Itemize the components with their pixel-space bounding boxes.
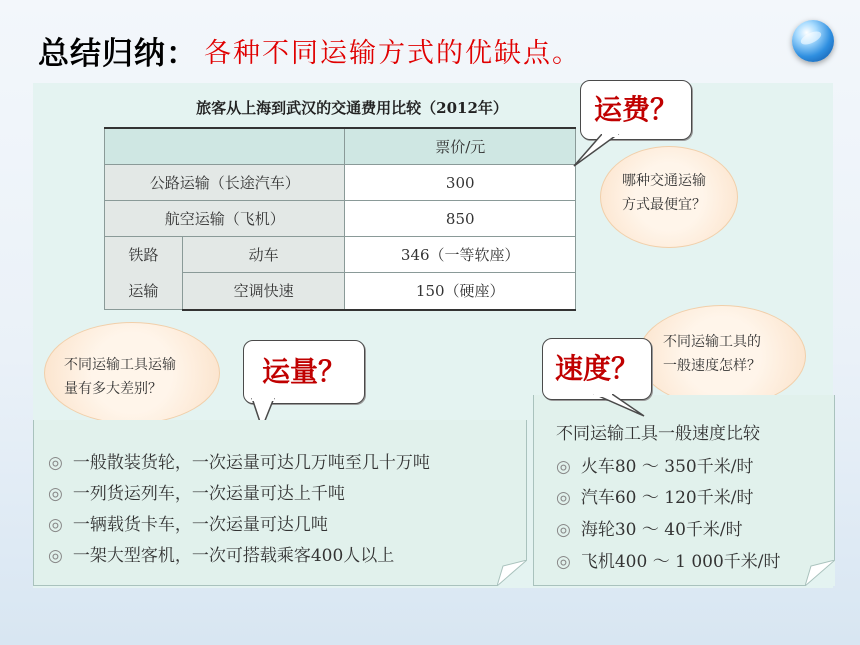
speed-item-2: 汽车60 ～ 120千米/时 bbox=[580, 488, 754, 508]
list-item bbox=[48, 448, 430, 473]
page-curl-icon bbox=[497, 560, 527, 586]
road-label: 公路运输（长途汽车） bbox=[105, 165, 345, 201]
bullet-icon: ◎ bbox=[48, 453, 63, 473]
speed-callout bbox=[542, 338, 652, 400]
bullet-icon: ◎ bbox=[556, 488, 571, 508]
bullet-icon: ◎ bbox=[48, 515, 63, 535]
capacity-item-3: 一辆载货卡车，一次运量可达几吨 bbox=[72, 515, 328, 535]
air-price: 850 bbox=[345, 201, 576, 237]
list-item bbox=[48, 510, 328, 535]
fare-callout-tail bbox=[572, 134, 620, 168]
rail-group-label bbox=[105, 237, 183, 310]
slide-title-row bbox=[38, 28, 581, 72]
globe-icon bbox=[792, 20, 834, 62]
volume-callout-text: 运量？ bbox=[261, 355, 346, 388]
capacity-item-1: 一般散装货轮，一次运量可达几万吨至几十万吨 bbox=[72, 453, 430, 473]
list-item bbox=[48, 479, 345, 504]
speed-item-1: 火车80 ～ 350千米/时 bbox=[580, 457, 754, 477]
speed-item-4: 飞机400 ～ 1 000千米/时 bbox=[580, 552, 781, 572]
cheapest-question-line2: 方式最便宜？ bbox=[622, 197, 706, 213]
fare-table-title: 旅客从上海到武汉的交通费用比较（2012年） bbox=[196, 99, 508, 117]
express-train-price: 150（硬座） bbox=[345, 273, 576, 310]
road-price: 300 bbox=[345, 165, 576, 201]
speed-card bbox=[533, 395, 835, 586]
speed-item-3: 海轮30 ～ 40千米/时 bbox=[580, 520, 743, 540]
cheapest-question-line1: 哪种交通运输 bbox=[622, 173, 706, 189]
list-item bbox=[556, 515, 743, 540]
rail-group-line2: 运输 bbox=[128, 282, 159, 300]
bullet-train-label: 动车 bbox=[182, 237, 345, 273]
fare-table bbox=[104, 127, 576, 311]
volume-question-line1: 不同运输工具运输 bbox=[64, 357, 176, 373]
speed-card-title: 不同运输工具一般速度比较 bbox=[556, 424, 760, 444]
speed-callout-text: 速度？ bbox=[554, 352, 639, 385]
slide-title: 总结归纳： bbox=[38, 35, 198, 72]
volume-question-line2: 量有多大差别？ bbox=[64, 381, 162, 397]
rail-group-line1: 铁路 bbox=[128, 246, 159, 264]
air-label: 航空运输（飞机） bbox=[105, 201, 345, 237]
speed-question-bubble bbox=[638, 305, 806, 407]
volume-question-bubble bbox=[44, 322, 220, 424]
speed-question-line2: 一般速度怎样？ bbox=[663, 358, 761, 374]
cheapest-question-bubble bbox=[600, 146, 738, 248]
table-row bbox=[105, 165, 576, 201]
slide-subtitle: 各种不同运输方式的优缺点。 bbox=[204, 37, 581, 69]
list-item bbox=[556, 452, 753, 477]
express-train-label: 空调快速 bbox=[182, 273, 345, 310]
bullet-icon: ◎ bbox=[556, 457, 571, 477]
bullet-icon: ◎ bbox=[556, 520, 571, 540]
table-header-blank bbox=[105, 128, 345, 165]
list-item bbox=[556, 547, 781, 572]
speed-callout-tail bbox=[590, 394, 646, 418]
table-row bbox=[105, 128, 576, 165]
bullet-icon: ◎ bbox=[48, 484, 63, 504]
page-curl-icon bbox=[805, 560, 835, 586]
fare-callout-text: 运费？ bbox=[593, 93, 678, 126]
fare-callout bbox=[580, 80, 692, 140]
capacity-item-4: 一架大型客机，一次可搭载乘客400人以上 bbox=[72, 546, 395, 566]
bullet-icon: ◎ bbox=[556, 552, 571, 572]
list-item bbox=[556, 483, 753, 508]
capacity-card bbox=[33, 420, 527, 586]
list-item bbox=[48, 541, 394, 566]
table-row bbox=[105, 201, 576, 237]
table-row bbox=[105, 237, 576, 273]
bullet-icon: ◎ bbox=[48, 546, 63, 566]
price-header: 票价/元 bbox=[345, 128, 576, 165]
bullet-train-price: 346（一等软座） bbox=[345, 237, 576, 273]
speed-question-line1: 不同运输工具的 bbox=[663, 334, 761, 350]
capacity-item-2: 一列货运列车，一次运量可达上千吨 bbox=[72, 484, 345, 504]
volume-callout bbox=[243, 340, 365, 404]
